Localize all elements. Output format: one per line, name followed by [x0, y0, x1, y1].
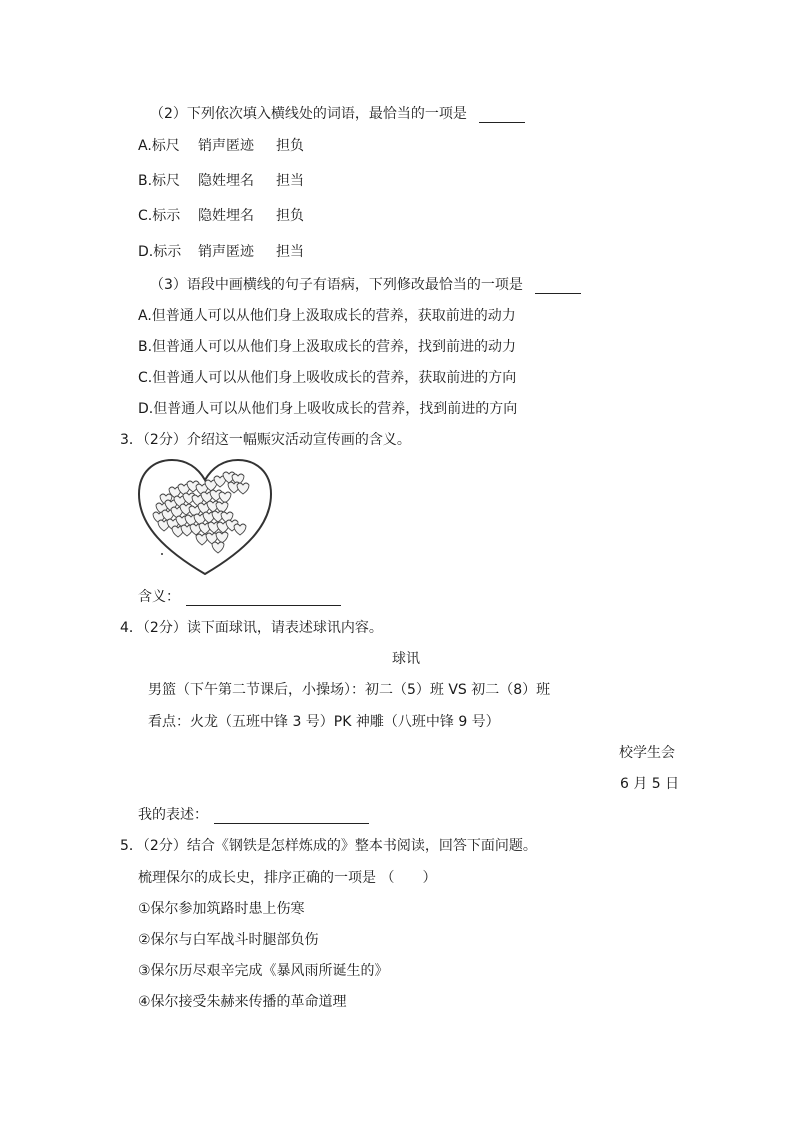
q2-sub3-prompt-text: （3）语段中画横线的句子有语病，下列修改最恰当的一项是 [150, 277, 523, 293]
option-label: B.标尺 [138, 173, 181, 189]
q3-stem: 3．（2分）介绍这一幅赈灾活动宣传画的含义。 [120, 432, 411, 448]
q3-answer-label: 含义： [138, 589, 180, 605]
q5-stem: 5．（2分）结合《钢铁是怎样炼成的》整本书阅读，回答下面问题。 [120, 838, 537, 854]
heart-map-poster-image [136, 456, 274, 578]
q2-sub2-prompt-text: （2）下列依次填入横线处的词语，最恰当的一项是 [150, 106, 467, 122]
option-label: D.标示 [138, 244, 182, 260]
q2-sub2-option-d[interactable] [138, 243, 304, 261]
notice-line-1: 男篮（下午第二节课后，小操场）：初二（5）班 VS 初二（8）班 [148, 682, 551, 698]
q5-item-4: ④保尔接受朱赫来传播的革命道理 [138, 994, 347, 1010]
option-word: 隐姓埋名 [198, 208, 254, 224]
q2-sub3-option-a[interactable]: A.但普通人可以从他们身上汲取成长的营养，获取前进的动力 [138, 308, 516, 324]
q2-sub3-option-d[interactable]: D.但普通人可以从他们身上吸收成长的营养，找到前进的方向 [138, 401, 518, 417]
option-label: A.标尺 [138, 138, 180, 154]
notice-date: 6 月 5 日 [620, 776, 680, 792]
q5-item-3: ③保尔历尽艰辛完成《暴风雨所诞生的》 [138, 963, 389, 979]
option-word: 担当 [276, 244, 304, 260]
q5-question: 梳理保尔的成长史，排序正确的一项是 （ ） [138, 870, 437, 886]
q2-sub3-prompt [150, 276, 581, 294]
q2-sub2-option-a[interactable] [138, 137, 304, 155]
q4-answer [138, 806, 369, 824]
option-word: 隐姓埋名 [198, 173, 254, 189]
q2-sub3-option-c[interactable]: C.但普通人可以从他们身上吸收成长的营养，获取前进的方向 [138, 370, 517, 386]
answer-blank[interactable] [479, 108, 525, 123]
q2-sub2-option-c[interactable] [138, 207, 304, 225]
answer-blank[interactable] [535, 279, 581, 294]
option-word: 销声匿迹 [198, 138, 254, 154]
option-word: 担当 [276, 173, 304, 189]
q5-item-1: ①保尔参加筑路时患上伤寒 [138, 901, 305, 917]
option-label: C.标示 [138, 208, 181, 224]
option-word: 担负 [276, 138, 304, 154]
q4-stem: 4．（2分）读下面球讯，请表述球讯内容。 [120, 620, 383, 636]
q2-sub3-option-b[interactable]: B.但普通人可以从他们身上汲取成长的营养，找到前进的动力 [138, 339, 517, 355]
q3-answer-blank[interactable] [186, 591, 341, 606]
option-word: 销声匿迹 [198, 244, 254, 260]
option-word: 担负 [276, 208, 304, 224]
q2-sub2-prompt [150, 105, 525, 123]
q2-sub2-option-b[interactable] [138, 172, 304, 190]
notice-line-2: 看点：火龙（五班中锋 3 号）PK 神雕（八班中锋 9 号） [148, 714, 500, 730]
q5-item-2: ②保尔与白军战斗时腿部负伤 [138, 932, 319, 948]
notice-signer: 校学生会 [619, 745, 675, 761]
notice-title: 球讯 [392, 651, 420, 667]
q3-answer [138, 588, 341, 606]
q4-answer-label: 我的表述： [138, 807, 208, 823]
q4-answer-blank[interactable] [214, 809, 369, 824]
